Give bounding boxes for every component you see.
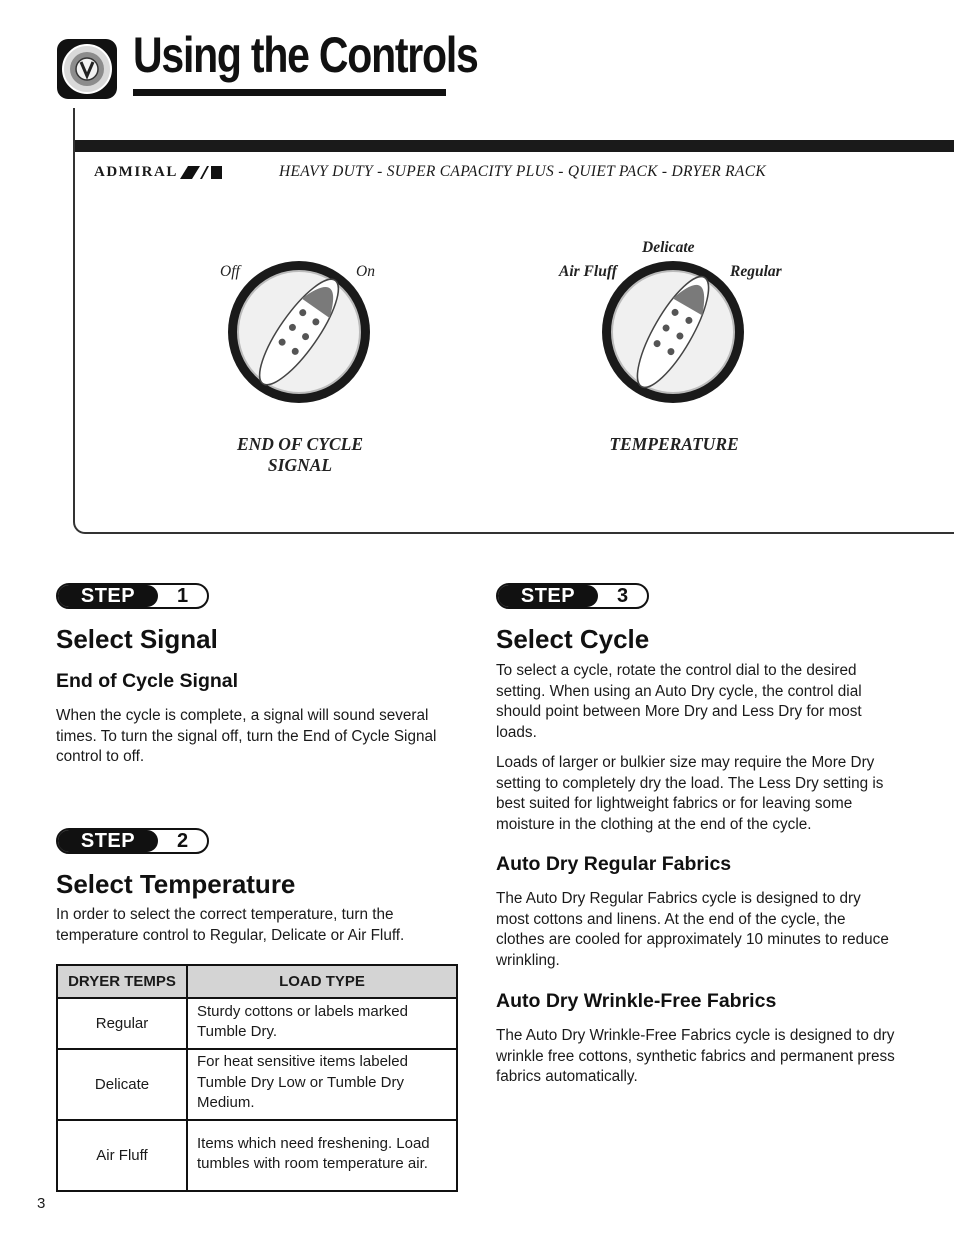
- dial-icon: [56, 38, 118, 100]
- page-number: 3: [37, 1195, 46, 1212]
- step-3-badge: [496, 583, 649, 609]
- auto-dry-wrinkle-free-text: The Auto Dry Wrinkle-Free Fabrics cycle is designed to dry wrinkle free cottons, synthetic fabrics and permanent press fabrics automatically.: [496, 1027, 895, 1086]
- signal-on-label: On: [356, 263, 375, 280]
- temperature-dial-caption: TEMPERATURE: [609, 434, 739, 454]
- step-3-paragraph-2: Loads of larger or bulkier size may require the More Dry setting to completely dry the load. The Less Dry setting is best suited for lightweight fabrics or for leaving some moisture in the clothing at the end of the cycle.: [496, 754, 884, 834]
- step-word: STEP: [498, 585, 598, 607]
- step-1-subheading: End of Cycle Signal: [56, 670, 239, 692]
- table-header-cell: LOAD TYPE: [187, 965, 457, 998]
- table-cell: For heat sensitive items labeled Tumble Dry Low or Tumble Dry Medium.: [187, 1049, 457, 1120]
- table-cell: Delicate: [57, 1049, 187, 1120]
- auto-dry-wrinkle-free-heading: Auto Dry Wrinkle-Free Fabrics: [496, 990, 777, 1012]
- model-description: HEAVY DUTY - SUPER CAPACITY PLUS - QUIET PACK - DRYER RACK: [279, 163, 766, 180]
- table-cell: Sturdy cottons or labels marked Tumble Dry.: [187, 998, 457, 1049]
- step-number: 1: [176, 584, 189, 607]
- end-of-cycle-signal-knob[interactable]: [226, 259, 372, 405]
- step-2-badge: [56, 828, 209, 854]
- control-panel-top-bar: [75, 140, 954, 152]
- step-1-title: Select Signal: [56, 624, 218, 654]
- step-1-badge: [56, 583, 209, 609]
- step-word: STEP: [58, 830, 158, 852]
- table-row: [57, 998, 457, 1049]
- step-3-paragraph-1: To select a cycle, rotate the control dial to the desired setting. When using an Auto Dry cycle, the control dial should point between More Dry and Less Dry for most loads.: [496, 662, 862, 742]
- brand-logo: [94, 164, 224, 181]
- signal-off-label: Off: [220, 263, 240, 280]
- table-header-cell: DRYER TEMPS: [57, 965, 187, 998]
- table-cell: Items which need freshening. Load tumbles with room temperature air.: [187, 1120, 457, 1191]
- temp-regular-label: Regular: [730, 263, 782, 280]
- signal-dial-caption: END OF CYCLE SIGNAL: [236, 434, 364, 475]
- table-cell: Regular: [57, 998, 187, 1049]
- auto-dry-regular-heading: Auto Dry Regular Fabrics: [496, 853, 732, 875]
- step-number: 3: [616, 584, 629, 607]
- table-row: [57, 1120, 457, 1191]
- step-2-paragraph: In order to select the correct temperature, turn the temperature control to Regular, Delicate or Air Fluff.: [56, 906, 405, 944]
- temperature-knob[interactable]: [600, 259, 746, 405]
- title-underline: [133, 89, 446, 96]
- page-title: Using the Controls: [133, 27, 478, 83]
- table-row: [57, 1049, 457, 1120]
- auto-dry-regular-text: The Auto Dry Regular Fabrics cycle is designed to dry most cottons and linens. At the end of the cycle, the clothes are cooled for approximately 10 minutes to reduce wrinkling.: [496, 890, 889, 970]
- step-2-title: Select Temperature: [56, 869, 296, 899]
- step-3-title: Select Cycle: [496, 624, 650, 654]
- brand-name: ADMIRAL: [94, 164, 178, 180]
- temp-air-fluff-label: Air Fluff: [559, 263, 617, 280]
- temp-delicate-label: Delicate: [642, 239, 695, 256]
- table-cell: Air Fluff: [57, 1120, 187, 1191]
- step-number: 2: [176, 829, 189, 852]
- step-1-paragraph: When the cycle is complete, a signal will sound several times. To turn the signal off, turn the End of Cycle Signal control to off.: [56, 707, 437, 766]
- dryer-temps-table: [56, 964, 458, 1192]
- brand-mark-icon: [180, 166, 224, 179]
- table-header-row: [57, 965, 457, 998]
- step-word: STEP: [58, 585, 158, 607]
